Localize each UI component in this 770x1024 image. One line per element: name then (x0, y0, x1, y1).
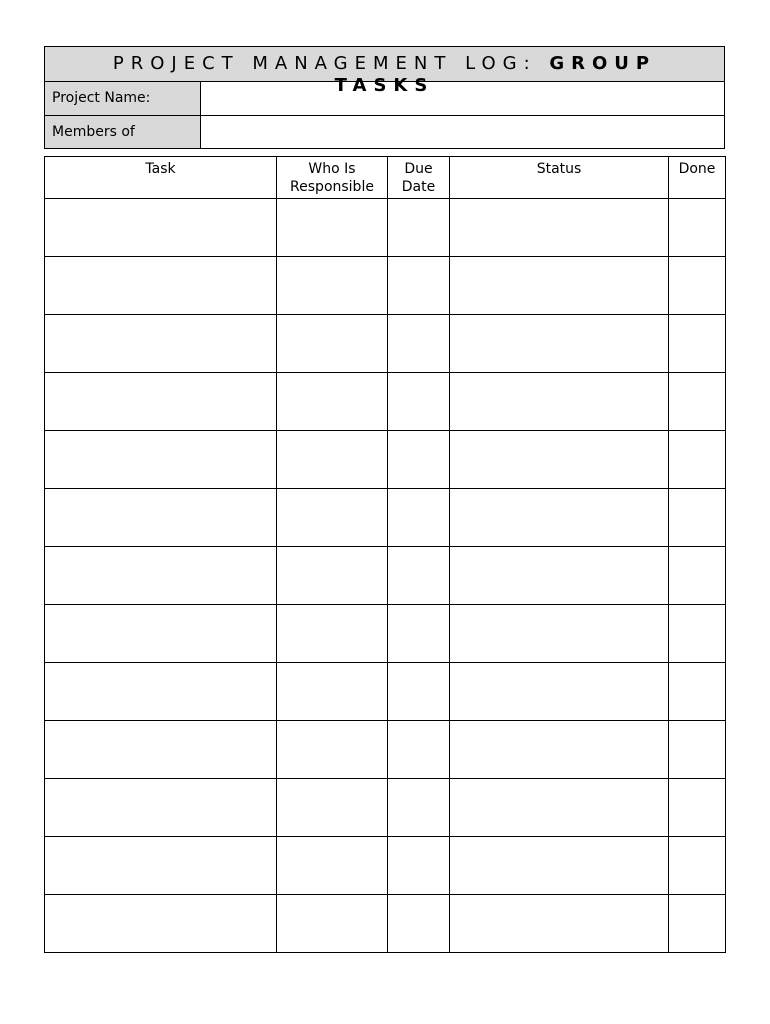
table-row (45, 779, 726, 837)
status-cell[interactable] (450, 257, 669, 315)
done-cell[interactable] (669, 605, 726, 663)
table-row (45, 489, 726, 547)
done-cell[interactable] (669, 315, 726, 373)
column-header-task: Task (45, 157, 277, 199)
status-cell[interactable] (450, 721, 669, 779)
who-cell[interactable] (277, 431, 388, 489)
status-cell[interactable] (450, 431, 669, 489)
status-cell[interactable] (450, 663, 669, 721)
status-cell[interactable] (450, 779, 669, 837)
due-cell[interactable] (388, 489, 450, 547)
due-cell[interactable] (388, 895, 450, 953)
log-header (44, 46, 725, 149)
status-cell[interactable] (450, 315, 669, 373)
done-cell[interactable] (669, 199, 726, 257)
done-cell[interactable] (669, 837, 726, 895)
done-cell[interactable] (669, 663, 726, 721)
who-cell[interactable] (277, 373, 388, 431)
page-title-bold: GROUP TASKS (334, 53, 657, 96)
table-row (45, 315, 726, 373)
column-header-done: Done (669, 157, 726, 199)
members-field[interactable] (201, 116, 724, 148)
done-cell[interactable] (669, 489, 726, 547)
who-cell[interactable] (277, 663, 388, 721)
task-cell[interactable] (45, 721, 277, 779)
done-cell[interactable] (669, 721, 726, 779)
done-cell[interactable] (669, 373, 726, 431)
column-header-due: Due Date (388, 157, 450, 199)
task-cell[interactable] (45, 257, 277, 315)
table-row (45, 257, 726, 315)
who-cell[interactable] (277, 605, 388, 663)
done-cell[interactable] (669, 257, 726, 315)
due-cell[interactable] (388, 721, 450, 779)
who-cell[interactable] (277, 837, 388, 895)
due-cell[interactable] (388, 663, 450, 721)
table-row (45, 373, 726, 431)
due-cell[interactable] (388, 199, 450, 257)
done-cell[interactable] (669, 547, 726, 605)
task-cell[interactable] (45, 373, 277, 431)
project-name-label: Project Name: (45, 82, 201, 115)
due-cell[interactable] (388, 779, 450, 837)
task-cell[interactable] (45, 315, 277, 373)
task-cell[interactable] (45, 605, 277, 663)
status-cell[interactable] (450, 895, 669, 953)
members-row (45, 115, 724, 148)
who-cell[interactable] (277, 547, 388, 605)
who-cell[interactable] (277, 257, 388, 315)
who-cell[interactable] (277, 315, 388, 373)
due-cell[interactable] (388, 547, 450, 605)
table-row (45, 431, 726, 489)
column-header-who: Who Is Responsible (277, 157, 388, 199)
table-row (45, 895, 726, 953)
status-cell[interactable] (450, 837, 669, 895)
column-header-status: Status (450, 157, 669, 199)
table-row (45, 605, 726, 663)
status-cell[interactable] (450, 489, 669, 547)
status-cell[interactable] (450, 199, 669, 257)
who-cell[interactable] (277, 489, 388, 547)
done-cell[interactable] (669, 779, 726, 837)
who-cell[interactable] (277, 199, 388, 257)
due-cell[interactable] (388, 431, 450, 489)
task-cell[interactable] (45, 547, 277, 605)
task-cell[interactable] (45, 199, 277, 257)
members-label: Members of (45, 116, 201, 148)
table-row (45, 199, 726, 257)
title-bar (45, 47, 724, 96)
task-cell[interactable] (45, 895, 277, 953)
who-cell[interactable] (277, 779, 388, 837)
who-cell[interactable] (277, 721, 388, 779)
task-cell[interactable] (45, 779, 277, 837)
status-cell[interactable] (450, 547, 669, 605)
status-cell[interactable] (450, 605, 669, 663)
task-cell[interactable] (45, 489, 277, 547)
page-title-regular: PROJECT MANAGEMENT LOG: (112, 53, 550, 74)
who-cell[interactable] (277, 895, 388, 953)
task-cell[interactable] (45, 837, 277, 895)
task-table (44, 156, 726, 953)
page-title (45, 53, 724, 97)
status-cell[interactable] (450, 373, 669, 431)
due-cell[interactable] (388, 605, 450, 663)
due-cell[interactable] (388, 373, 450, 431)
table-row (45, 663, 726, 721)
table-row (45, 721, 726, 779)
table-row (45, 837, 726, 895)
task-cell[interactable] (45, 431, 277, 489)
table-header-row (45, 157, 726, 199)
done-cell[interactable] (669, 895, 726, 953)
task-cell[interactable] (45, 663, 277, 721)
due-cell[interactable] (388, 315, 450, 373)
done-cell[interactable] (669, 431, 726, 489)
due-cell[interactable] (388, 257, 450, 315)
due-cell[interactable] (388, 837, 450, 895)
table-row (45, 547, 726, 605)
